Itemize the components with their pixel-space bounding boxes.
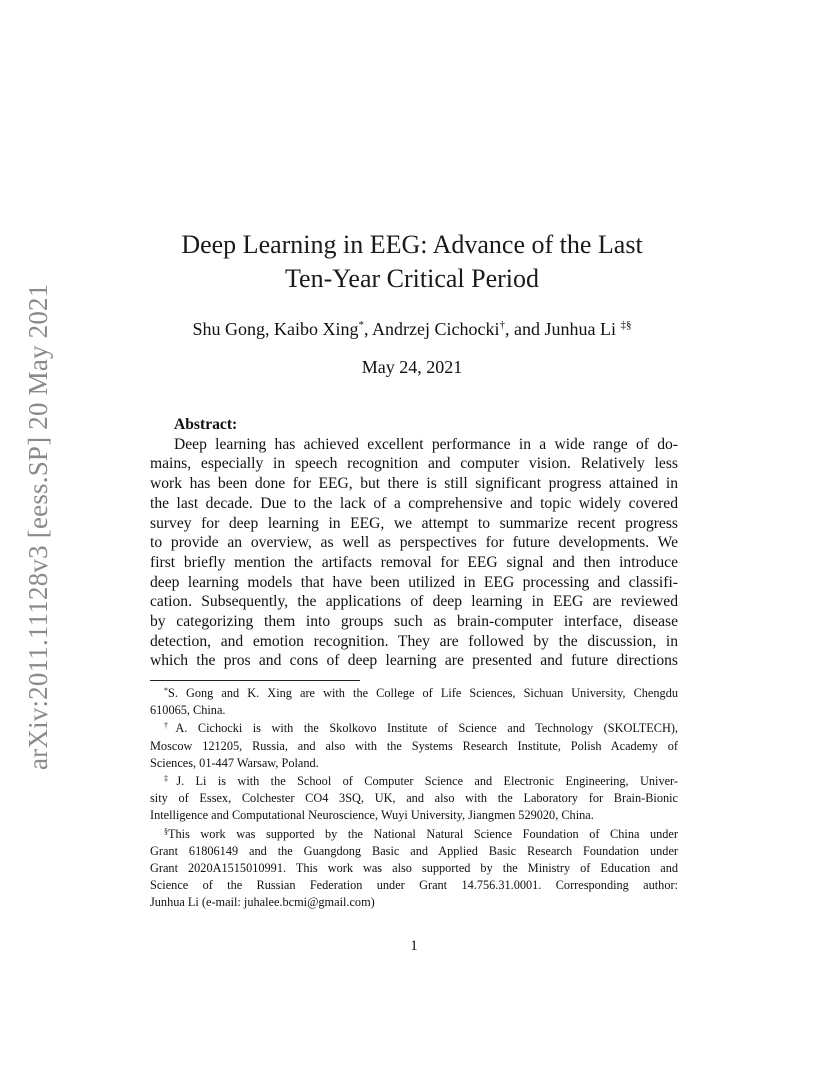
abstract-line: by categorizing them into groups such as brain-computer interface, disease [150,613,678,631]
page-number: 1 [410,938,418,954]
abstract-block [150,415,678,671]
title-line-2: Ten-Year Critical Period [284,264,540,293]
footnote-text: J. Li is with the School of Computer Science and Electronic Engineering, Univer- [176,774,678,789]
footnote-line: Junhua Li (e-mail: juhalee.bcmi@gmail.com) [150,895,375,910]
title-line-1: Deep Learning in EEG: Advance of the Last [181,230,643,259]
footnote-line [150,720,678,737]
abstract-line: deep learning models that have been utilized in EEG processing and classifi- [150,573,678,591]
footnote-text: This work was supported by the National Natural Science Foundation of China under [168,826,678,841]
author-list [100,318,724,340]
abstract-line: to provide an overview, as well as perspectives for future developments. We [150,534,678,552]
abstract-line: work has been done for EEG, but there is still significant progress attained in [150,475,678,493]
footnote-text: S. Gong and K. Xing are with the College of Life Sciences, Sichuan University, Chengdu [168,686,678,700]
footnote-affiliation-cichocki [150,720,678,772]
footnotes-block [150,685,678,913]
paper-date: May 24, 2021 [361,357,463,377]
footnote-affiliation-li [150,773,678,825]
footnote-line: Grant 2020A1515010991. This work was also supported by the Ministry of Education and [150,861,678,876]
footnote-mark: ‡ [164,774,177,784]
abstract-line: survey for deep learning in EEG, we attempt to summarize recent progress [150,514,678,532]
footnote-line: sity of Essex, Colchester CO4 3SQ, UK, and also with the Laboratory for Brain-Bionic [150,791,678,806]
abstract-line: detection, and emotion recognition. They are followed by the discussion, in [150,632,678,650]
abstract-line: cation. Subsequently, the applications of deep learning in EEG are reviewed [150,593,678,611]
footnote-mark: † [164,721,176,731]
footnote-funding [150,826,678,912]
paper-title [100,228,724,296]
abstract-line: Deep learning has achieved excellent performance in a wide range of do- [174,435,678,453]
author-names-1: Shu Gong, Kaibo Xing [192,319,359,339]
arxiv-identifier-stamp[interactable]: arXiv:2011.11128v3 [eess.SP] 20 May 2021 [23,283,53,770]
footnote-line: Science of the Russian Federation under Grant 14.756.31.0001. Corresponding author: [150,878,678,893]
footnote-affiliation-gong-xing [150,685,678,719]
abstract-line: first briefly mention the artifacts removal for EEG signal and then introduce [150,553,678,571]
footnote-mark: * [164,686,168,695]
abstract-line: the last decade. Due to the lack of a comprehensive and topic widely covered [150,494,678,512]
footnote-line: Intelligence and Computational Neuroscience, Wuyi University, Jiangmen 529020, China. [150,808,594,823]
footnote-text: A. Cichocki is with the Skolkovo Institute of Science and Technology (SKOLTECH), [175,721,678,736]
footnote-line [150,826,678,843]
footnote-mark-star[interactable]: * [358,319,365,331]
footnote-line: Grant 61806149 and the Guangdong Basic and Applied Basic Research Foundation under [150,843,678,858]
abstract-line: mains, especially in speech recognition and computer vision. Relatively less [150,455,678,473]
footnote-divider [150,680,360,681]
footnote-line [150,685,678,702]
abstract-heading: Abstract: [174,416,238,433]
footnote-line: Moscow 121205, Russia, and also with the Systems Research Institute, Polish Academy of [150,738,678,753]
footnote-mark: § [164,826,168,836]
abstract-line: which the pros and cons of deep learning are presented and future directions [150,652,678,670]
author-names-3: , and Junhua Li [504,319,616,339]
footnote-line: 610065, China. [150,703,226,718]
author-names-2: , Andrzej Cichocki [364,319,500,339]
footnote-line [150,773,678,790]
footnote-line: Sciences, 01-447 Warsaw, Poland. [150,755,319,770]
footnote-mark-dagger[interactable]: † [499,319,505,331]
footnote-mark-ddagger-section[interactable]: ‡§ [620,319,632,331]
